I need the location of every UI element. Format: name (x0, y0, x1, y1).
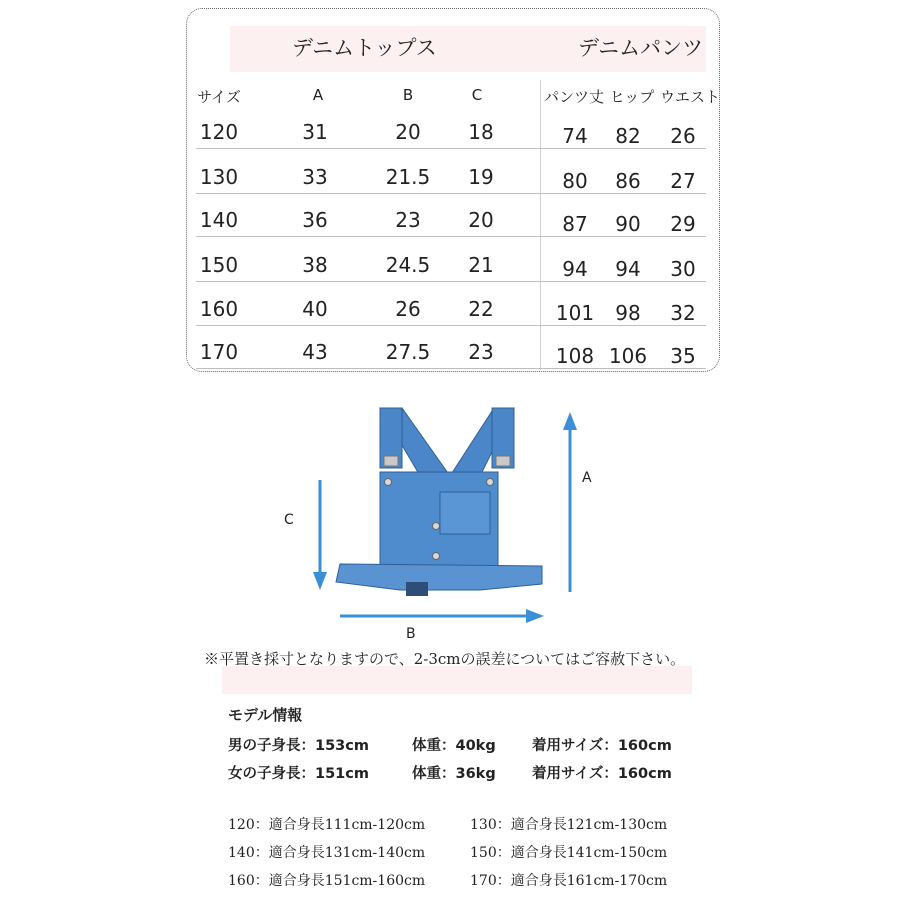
button (487, 479, 494, 486)
table-cell: 31 (302, 120, 328, 144)
table-cell: 30 (670, 257, 696, 281)
header-waist: ウエスト (659, 88, 721, 106)
fit-170: 170：適合身長161cm-170cm (470, 873, 668, 889)
arrow-c (313, 480, 327, 590)
table-cell: 24.5 (385, 253, 431, 277)
back-tab (406, 582, 428, 596)
model-info-title: モデル情報 (228, 706, 303, 724)
header-pants-length: パンツ丈 (543, 88, 605, 106)
boy-weight: 体重：40kg (412, 738, 496, 754)
fit-140: 140：適合身長131cm-140cm (228, 845, 426, 861)
row-divider (196, 236, 706, 237)
table-cell: 150 (199, 253, 239, 277)
column-divider (540, 80, 541, 370)
table-cell: 18 (468, 120, 494, 144)
boy-size: 着用サイズ：160cm (532, 738, 672, 754)
table-cell: 108 (555, 344, 595, 368)
table-cell: 86 (615, 169, 641, 193)
table-cell: 43 (302, 340, 328, 364)
button (433, 523, 440, 530)
table-cell: 106 (608, 344, 648, 368)
row-divider (196, 193, 706, 194)
header-c: C (471, 86, 483, 104)
table-cell: 27.5 (385, 340, 431, 364)
boy-height: 男の子身長：153cm (228, 738, 369, 754)
table-cell: 74 (562, 124, 588, 148)
waist-band (336, 564, 542, 590)
table-cell: 32 (670, 301, 696, 325)
table-cell: 87 (562, 212, 588, 236)
row-divider (196, 281, 706, 282)
table-cell: 140 (199, 208, 239, 232)
table-cell: 35 (670, 344, 696, 368)
table-cell: 26 (670, 124, 696, 148)
table-cell: 40 (302, 297, 328, 321)
table-cell: 120 (199, 120, 239, 144)
pants-title: デニムパンツ (578, 36, 704, 60)
girl-height: 女の子身長：151cm (228, 766, 369, 782)
table-cell: 82 (615, 124, 641, 148)
table-cell: 26 (395, 297, 421, 321)
header-a: A (312, 86, 324, 104)
table-cell: 19 (468, 165, 494, 189)
table-cell: 23 (468, 340, 494, 364)
table-cell: 80 (562, 169, 588, 193)
table-cell: 23 (395, 208, 421, 232)
table-cell: 27 (670, 169, 696, 193)
table-cell: 130 (199, 165, 239, 189)
label-b: B (406, 626, 416, 642)
right-buckle (496, 456, 510, 466)
table-cell: 170 (199, 340, 239, 364)
left-buckle (384, 456, 398, 466)
label-c: C (284, 512, 294, 528)
tops-title: デニムトップス (292, 36, 437, 60)
table-cell: 20 (468, 208, 494, 232)
table-cell: 94 (615, 257, 641, 281)
fit-160: 160：適合身長151cm-160cm (228, 873, 426, 889)
measurement-note: ※平置き採寸となりますので、2-3cmの誤差についてはご容赦下さい。 (204, 650, 686, 668)
button (433, 553, 440, 560)
row-divider (196, 325, 706, 326)
table-cell: 29 (670, 212, 696, 236)
table-cell: 21 (468, 253, 494, 277)
overall-diagram (280, 396, 620, 656)
table-cell: 33 (302, 165, 328, 189)
note-band (222, 666, 692, 694)
row-divider (196, 148, 706, 149)
table-cell: 94 (562, 257, 588, 281)
table-cell: 98 (615, 301, 641, 325)
arrow-a (563, 412, 577, 592)
table-cell: 101 (555, 301, 595, 325)
table-cell: 160 (199, 297, 239, 321)
table-cell: 22 (468, 297, 494, 321)
table-cell: 36 (302, 208, 328, 232)
fit-130: 130：適合身長121cm-130cm (470, 817, 668, 833)
label-a: A (582, 470, 592, 486)
header-b: B (402, 86, 414, 104)
row-divider (196, 368, 706, 369)
header-size: サイズ (197, 88, 241, 106)
girl-weight: 体重：36kg (412, 766, 496, 782)
arrow-b (340, 609, 544, 623)
bib-pocket (440, 492, 490, 534)
table-cell: 90 (615, 212, 641, 236)
girl-size: 着用サイズ：160cm (532, 766, 672, 782)
fit-120: 120：適合身長111cm-120cm (228, 817, 426, 833)
button (385, 479, 392, 486)
table-cell: 38 (302, 253, 328, 277)
table-cell: 20 (395, 120, 421, 144)
header-hip: ヒップ (609, 88, 655, 106)
table-cell: 21.5 (385, 165, 431, 189)
fit-150: 150：適合身長141cm-150cm (470, 845, 668, 861)
